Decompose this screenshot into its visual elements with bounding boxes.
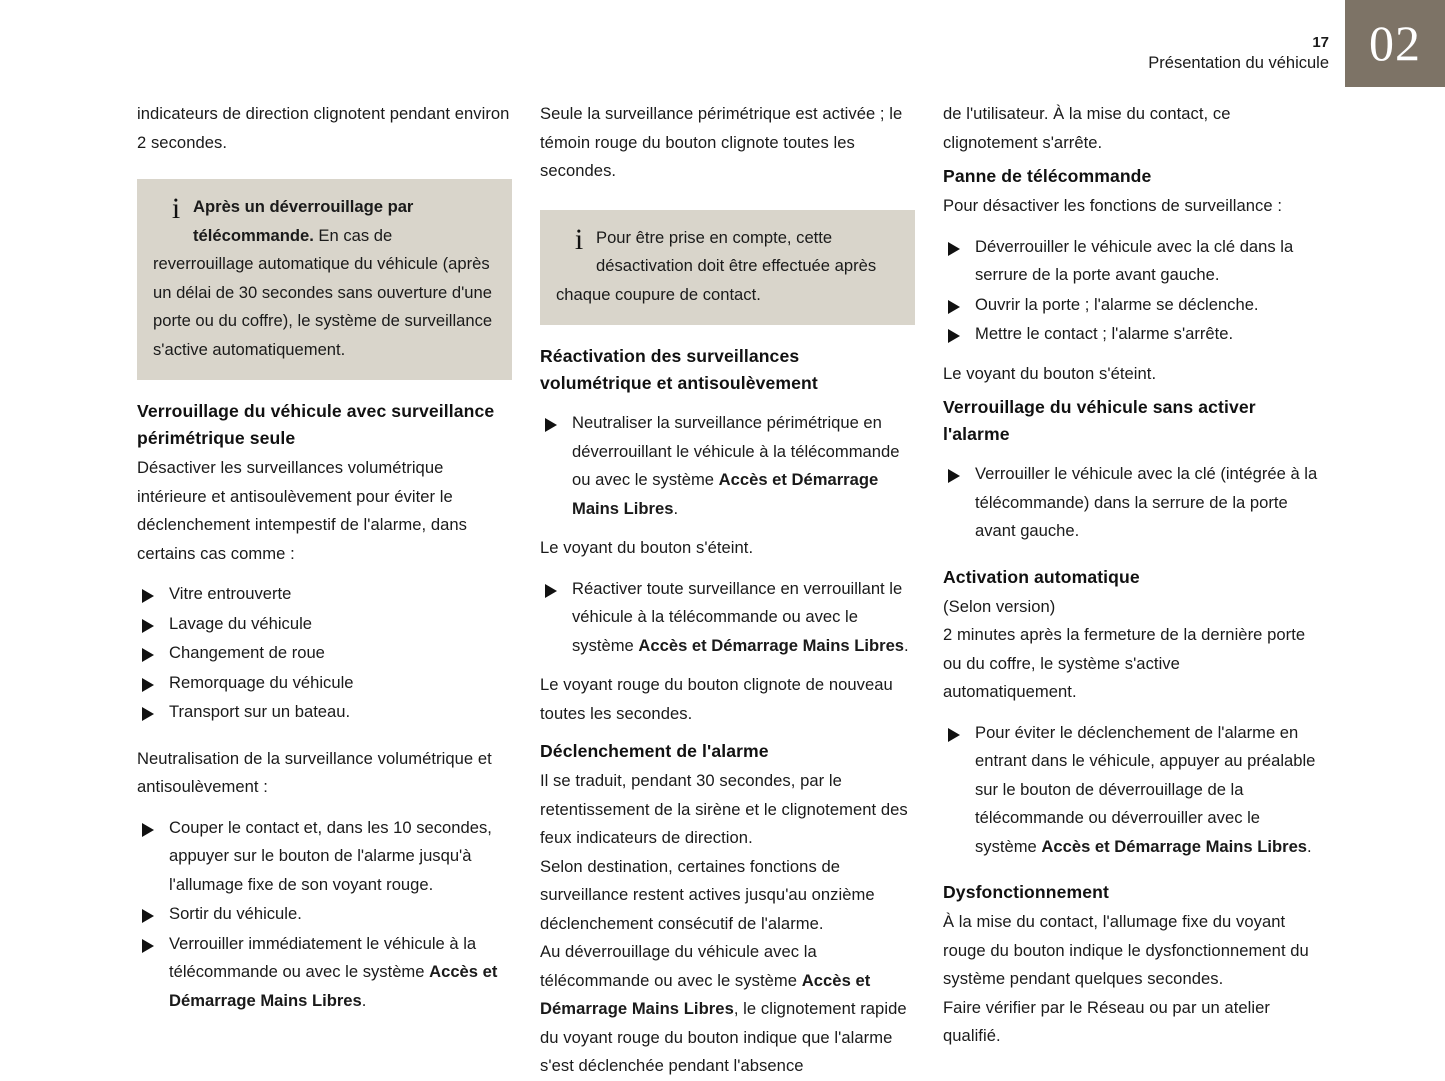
list-item-emphasis: Accès et Démarrage Mains Libres [169, 962, 498, 1010]
triangle-bullet-icon [948, 242, 960, 256]
triangle-bullet-icon [948, 469, 960, 483]
list-steps [137, 814, 512, 1016]
heading-declenchement-alarme: Déclenchement de l'alarme [540, 741, 769, 761]
list-reactivation-2 [540, 575, 915, 661]
triangle-bullet-icon [142, 619, 154, 633]
list-item-label: Verrouiller immédiatement le véhicule à la télécommande ou avec le système [169, 933, 477, 981]
paragraph-dysfonctionnement-2: Faire vérifier par le Réseau ou par un atelier qualifié. [943, 997, 1270, 1045]
paragraph-declenchement-2: Selon destination, certaines fonctions de surveillance restent actives jusqu'au onzième déclenchement consécutif de l'alarme. [540, 856, 875, 933]
paragraph-seule-perimetrique: Seule la surveillance périmétrique est activée ; le témoin rouge du bouton clignote toutes les secondes. [540, 104, 903, 180]
list-item [943, 291, 1318, 320]
list-item-label: Lavage du véhicule [169, 613, 312, 633]
list-item-tail: . [904, 635, 909, 655]
paragraph-dysfonctionnement-1: À la mise du contact, l'allumage fixe du voyant rouge du bouton indique le dysfonctionnement du système pendant quelques secondes. [943, 912, 1309, 988]
column-1 [137, 100, 512, 1081]
list-item-label: Réactiver toute surveillance en verrouillant le véhicule à la télécommande ou avec le système [572, 578, 903, 655]
paragraph-declenchement-1: Il se traduit, pendant 30 secondes, par le retentissement de la sirène et le clignotement des feux indicateurs de direction. [540, 771, 908, 847]
triangle-bullet-icon [142, 707, 154, 721]
list-item-emphasis: Accès et Démarrage Mains Libres [1041, 836, 1308, 856]
heading-verrouillage-sans-alarme: Verrouillage du véhicule sans activer l'alarme [943, 397, 1256, 444]
heading-panne-telecommande: Panne de télécommande [943, 166, 1152, 186]
list-item-label: Vitre entrouverte [169, 584, 292, 603]
declenchement-3-before: Au déverrouillage du véhicule avec la télécommande ou avec le système [540, 942, 817, 990]
paragraph-pour-desactiver: Pour désactiver les fonctions de surveillance : [943, 196, 1283, 215]
note-first-lines: Pour être prise en compte, cette désactivation doit être effectuée [596, 227, 833, 275]
triangle-bullet-icon [142, 678, 154, 692]
header-text-group [1148, 34, 1329, 74]
column-2 [540, 100, 915, 1081]
list-item-label: Neutraliser la surveillance périmétrique en déverrouillant le véhicule à la télécommande ou avec le système [572, 413, 900, 489]
triangle-bullet-icon [545, 584, 557, 598]
list-item-label: Sortir du véhicule. [169, 904, 302, 923]
page-number: 17 [1312, 34, 1329, 51]
list-item-label: Déverrouiller le véhicule avec la clé dans la serrure de la porte avant gauche. [975, 236, 1294, 284]
list-item-tail: . [673, 498, 679, 518]
list-item [540, 409, 915, 523]
triangle-bullet-icon [142, 909, 154, 923]
list-item [137, 610, 512, 639]
note-lead-tail: En cas de [313, 225, 393, 245]
list-item-label: Changement de roue [169, 643, 325, 662]
paragraph-2-minutes: 2 minutes après la fermeture de la dernière porte ou du coffre, le système s'active automatiquement. [943, 625, 1306, 701]
declenchement-3-after: , le clignotement rapide du voyant rouge du bouton indique que l'alarme s'est déclenchée pendant l'absence [540, 999, 907, 1075]
list-item [540, 575, 915, 661]
list-verrouillage-sans [943, 460, 1318, 546]
page-content [137, 100, 1319, 1081]
list-item [137, 930, 512, 1016]
list-item [137, 639, 512, 668]
triangle-bullet-icon [948, 728, 960, 742]
column-3 [943, 100, 1318, 1081]
list-item [137, 814, 512, 900]
list-item-tail: . [1307, 836, 1312, 856]
triangle-bullet-icon [142, 823, 154, 837]
paragraph-intro: indicateurs de direction clignotent pendant environ 2 secondes. [137, 104, 510, 152]
list-item [943, 233, 1318, 290]
list-item-label: Transport sur un bateau. [169, 702, 351, 721]
list-item-label: Mettre le contact ; l'alarme s'arrête. [975, 324, 1234, 343]
list-item [943, 320, 1318, 349]
paragraph-selon-version: (Selon version) [943, 596, 1056, 616]
triangle-bullet-icon [545, 418, 557, 432]
spacer [540, 661, 915, 671]
list-item [943, 460, 1318, 546]
list-item-emphasis: Accès et Démarrage Mains Libres [638, 635, 905, 655]
triangle-bullet-icon [142, 589, 154, 603]
heading-dysfonctionnement: Dysfonctionnement [943, 882, 1109, 902]
heading-verrouillage-perimetrique: Verrouillage du véhicule avec surveillance périmétrique seule [137, 401, 495, 448]
triangle-bullet-icon [948, 329, 960, 343]
list-item [137, 900, 512, 929]
list-item [137, 580, 512, 609]
paragraph-voyant-eteint: Le voyant du bouton s'éteint. [943, 363, 1157, 383]
spacer [137, 728, 512, 745]
section-title: Présentation du véhicule [1148, 54, 1329, 72]
list-panne [943, 233, 1318, 349]
list-item-label: Ouvrir la porte ; l'alarme se déclenche. [975, 294, 1259, 314]
info-i-icon: i [171, 192, 181, 225]
paragraph-voyant-clignote: Le voyant rouge du bouton clignote de nouveau toutes les secondes. [540, 675, 893, 723]
note-body [153, 193, 496, 364]
note-body [556, 224, 899, 310]
heading-reactivation: Réactivation des surveillances volumétrique et antisoulèvement [540, 346, 818, 393]
paragraph-voyant-eteint: Le voyant du bouton s'éteint. [540, 538, 754, 557]
list-reactivation-1 [540, 409, 915, 523]
list-item-label: Couper le contact et, dans les 10 secondes, appuyer sur le bouton de l'alarme jusqu'à l'allumage fixe de son voyant rouge. [169, 817, 492, 894]
chapter-badge: 02 [1345, 0, 1445, 87]
spacer [943, 350, 1318, 360]
info-i-icon: i [574, 222, 584, 256]
paragraph-desactiver: Désactiver les surveillances volumétrique intérieure et antisoulèvement pour éviter le déclenchement intempestif de l'alarme, dans certains cas comme : [137, 458, 467, 563]
list-item-label: Remorquage du véhicule [169, 672, 354, 692]
list-item-emphasis: Accès et Démarrage Mains Libres [572, 470, 879, 518]
note-rest-text: après chaque coupure de contact. [556, 256, 877, 304]
declenchement-3-emphasis: Accès et Démarrage Mains Libres [540, 970, 871, 1018]
list-item-label: Pour éviter le déclenchement de l'alarme en entrant dans le véhicule, appuyer au préalable sur le bouton de déverrouillage de la télécommande ou déverrouiller avec le système [975, 722, 1316, 856]
list-item [137, 698, 512, 727]
heading-activation-automatique: Activation automatique [943, 566, 1140, 587]
list-item-tail: . [361, 990, 367, 1010]
list-item-label: Verrouiller le véhicule avec la clé (intégrée à la télécommande) dans la serrure de la porte avant gauche. [975, 464, 1318, 540]
note-rest-text: reverrouillage automatique du véhicule (après un délai de 30 secondes sans ouverture d'une porte ou du coffre), le système de surveillance s'active automatiquement. [153, 254, 493, 359]
note-box-deverrouillage [137, 179, 512, 380]
triangle-bullet-icon [948, 300, 960, 314]
list-activation [943, 719, 1318, 862]
list-cases [137, 580, 512, 727]
paragraph-declenchement-3 [540, 938, 915, 1081]
note-box-desactivation [540, 210, 915, 326]
list-item [943, 719, 1318, 862]
page-header [0, 0, 1445, 88]
paragraph-continuation: de l'utilisateur. À la mise du contact, ce clignotement s'arrête. [943, 104, 1231, 152]
list-item [137, 669, 512, 698]
triangle-bullet-icon [142, 648, 154, 662]
note-bold-lead: Après un déverrouillage par télécommande. [193, 197, 414, 245]
paragraph-neutralisation: Neutralisation de la surveillance volumétrique et antisoulèvement : [137, 748, 492, 796]
triangle-bullet-icon [142, 939, 154, 953]
spacer [540, 524, 915, 534]
